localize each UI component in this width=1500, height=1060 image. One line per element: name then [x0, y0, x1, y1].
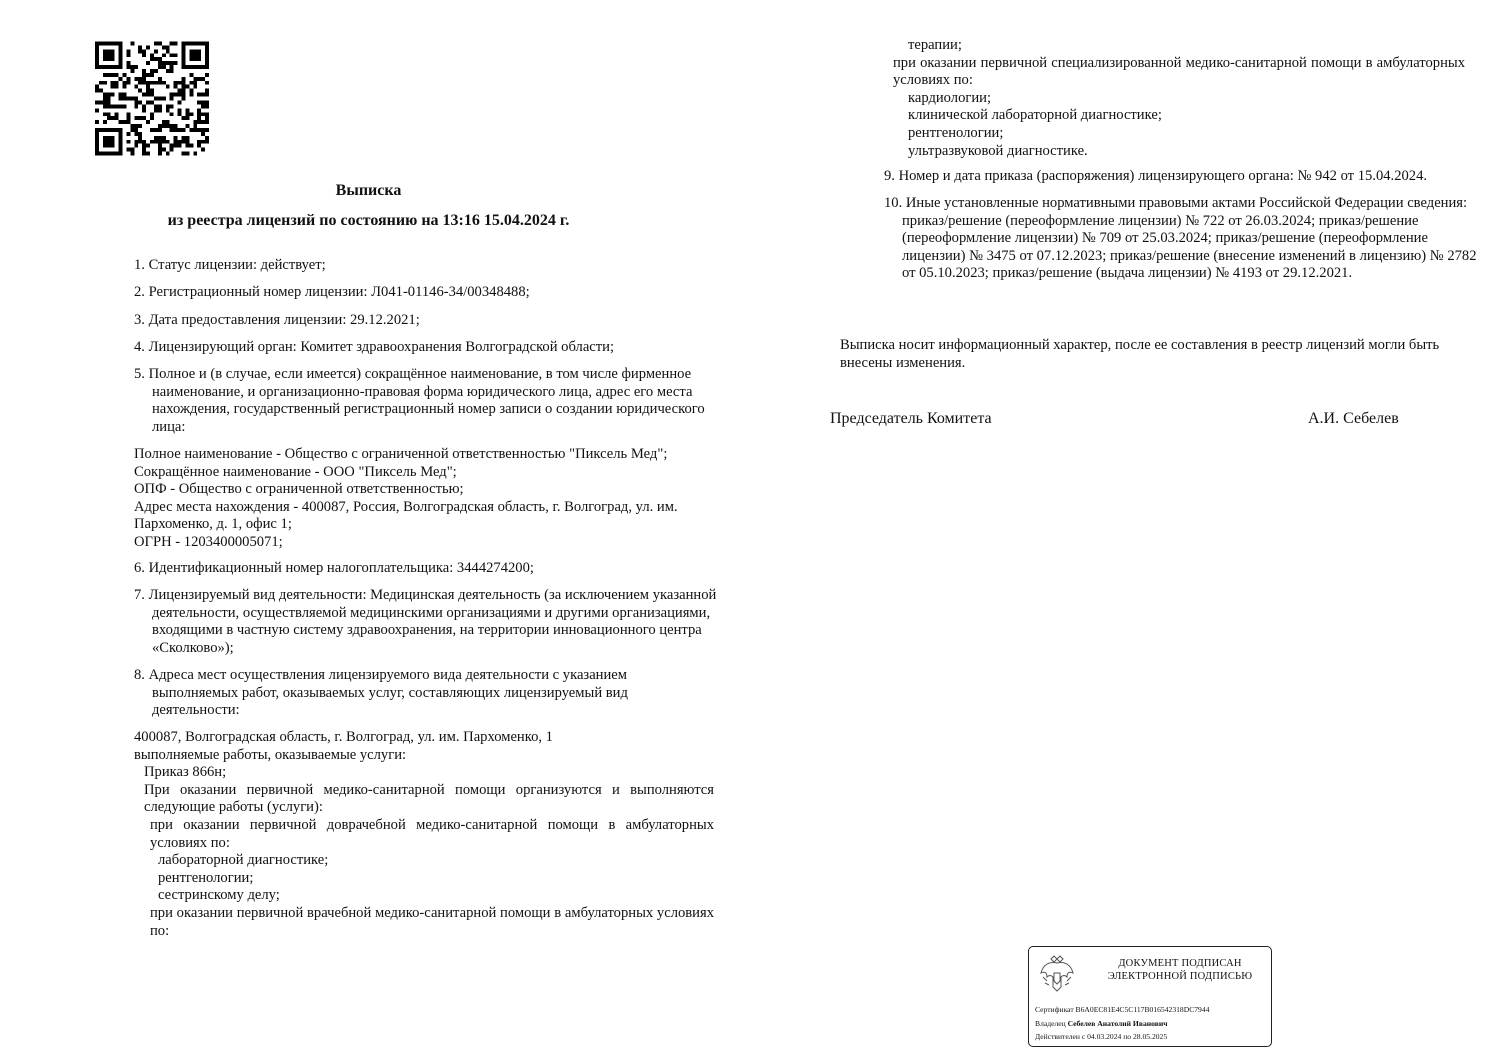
item-status: 1. Статус лицензии: действует;: [134, 257, 326, 273]
site-spec-1: кардиологии;: [908, 89, 992, 106]
stamp-validity: Действителен с 04.03.2024 по 28.05.2025: [1035, 1032, 1168, 1041]
document-subtitle: из реестра лицензий по состоянию на 13:16 15.04.2024 г.: [167, 212, 570, 229]
site-prevrach-2: рентгенологии;: [158, 869, 254, 886]
site-primary: При оказании первичной медико-санитарной помощи организуются и выполняются следующие работы (услуги):: [144, 781, 714, 816]
site-spec-3: рентгенологии;: [908, 124, 1004, 141]
site-address: 400087, Волгоградская область, г. Волгоград, ул. им. Пархоменко, 1: [134, 729, 553, 745]
site-works-label: выполняемые работы, оказываемые услуги:: [134, 746, 407, 763]
org-short-name: Сокращённое наименование - ООО "Пиксель Мед";: [134, 463, 457, 480]
coat-of-arms-emblem: [1037, 953, 1077, 995]
org-address: Адрес места нахождения - 400087, Россия, Волгоградская область, г. Волгоград, ул. им. Пархоменко, д. 1, офис 1;: [134, 498, 678, 533]
org-details: [134, 446, 719, 552]
document-title: Выписка: [335, 182, 402, 199]
site-order: Приказ 866н;: [144, 764, 227, 781]
item-other: 10. Иные установленные нормативными правовыми актами Российской Федерации сведения: приказ/решение (переоформление лицензии) № 722 от 26.03.2024; приказ/решение (переоформление лицензии) № 709 от 25.03.2024; приказ/решение (переоформление лицензии) № 3475 от 07.12.2023; приказ/решение (внесение изменений в лицензию) № 2782 от 05.10.2023; приказ/решение (выдача лицензии) № 4193 от 29.12.2021.: [884, 195, 1477, 282]
item-date: 3. Дата предоставления лицензии: 29.12.2021;: [134, 312, 420, 328]
item-order: 9. Номер и дата приказа (распоряжения) лицензирующего органа: № 942 от 15.04.2024.: [884, 168, 1428, 184]
item-org-heading: 5. Полное и (в случае, если имеется) сокращённое наименование, в том числе фирменное наименование, и организационно-правовая форма юридического лица, адрес его места нахождения, государственный регистрационный номер записи о создании юридического лица:: [134, 366, 705, 435]
stamp-heading: [1095, 957, 1265, 983]
org-ogrn: ОГРН - 1203400005071;: [134, 533, 283, 550]
org-opf: ОПФ - Общество с ограниченной ответственностью;: [134, 481, 464, 498]
item-addresses: 8. Адреса мест осуществления лицензируемого вида деятельности с указанием выполняемых работ, оказываемых услуг, составляющих лицензируемый вид деятельности:: [134, 667, 628, 719]
disclaimer-note: Выписка носит информационный характер, после ее составления в реестр лицензий могли быть внесены изменения.: [840, 337, 1440, 371]
stamp-owner-name: Себелев Анатолий Иванович: [1067, 1018, 1168, 1028]
site-prevrach: при оказании первичной доврачебной медико-санитарной помощи в амбулаторных условиях по:: [150, 816, 714, 851]
item-inn: 6. Идентификационный номер налогоплательщика: 3444274200;: [134, 560, 534, 576]
signer-position: Председатель Комитета: [830, 410, 992, 427]
stamp-line-1: ДОКУМЕНТ ПОДПИСАН: [1118, 958, 1242, 969]
qr-code: [95, 41, 209, 156]
stamp-line-2: ЭЛЕКТРОННОЙ ПОДПИСЬЮ: [1107, 971, 1253, 982]
org-full-name: Полное наименование - Общество с ограниченной ответственностью "Пиксель Мед";: [134, 446, 668, 462]
item-activity: 7. Лицензируемый вид деятельности: Медицинская деятельность (за исключением указанной деятельности, осуществляемой медицинскими организациями и другими организациями, входящими в частную систему здравоохранения, на территории инновационного центра «Сколково»);: [134, 587, 717, 656]
site-prevrach-3: сестринскому делу;: [158, 887, 280, 904]
item-reg-number: 2. Регистрационный номер лицензии: Л041-01146-34/00348488;: [134, 284, 530, 300]
stamp-owner: Владелец Себелев Анатолий Иванович: [1035, 1018, 1168, 1028]
stamp-certificate: Сертификат B6A0EC81E4C5C117B016542318DC7944: [1035, 1005, 1210, 1014]
site-vrach-1: терапии;: [908, 37, 962, 53]
site-section: [134, 729, 714, 940]
signer-name: А.И. Себелев: [1308, 410, 1399, 427]
site-section-continued: [893, 37, 1465, 160]
stamp-details: [1035, 1003, 1209, 1044]
site-spec: при оказании первичной специализированной медико-санитарной помощи в амбулаторных условиях по:: [893, 54, 1465, 89]
item-authority: 4. Лицензирующий орган: Комитет здравоохранения Волгоградской области;: [134, 339, 615, 355]
site-spec-2: клинической лабораторной диагностике;: [908, 107, 1162, 124]
site-prevrach-1: лабораторной диагностике;: [158, 852, 329, 869]
site-spec-4: ультразвуковой диагностике.: [908, 142, 1088, 159]
site-vrach: при оказании первичной врачебной медико-санитарной помощи в амбулаторных условиях по:: [150, 904, 714, 939]
e-signature-stamp: [1028, 946, 1272, 1047]
